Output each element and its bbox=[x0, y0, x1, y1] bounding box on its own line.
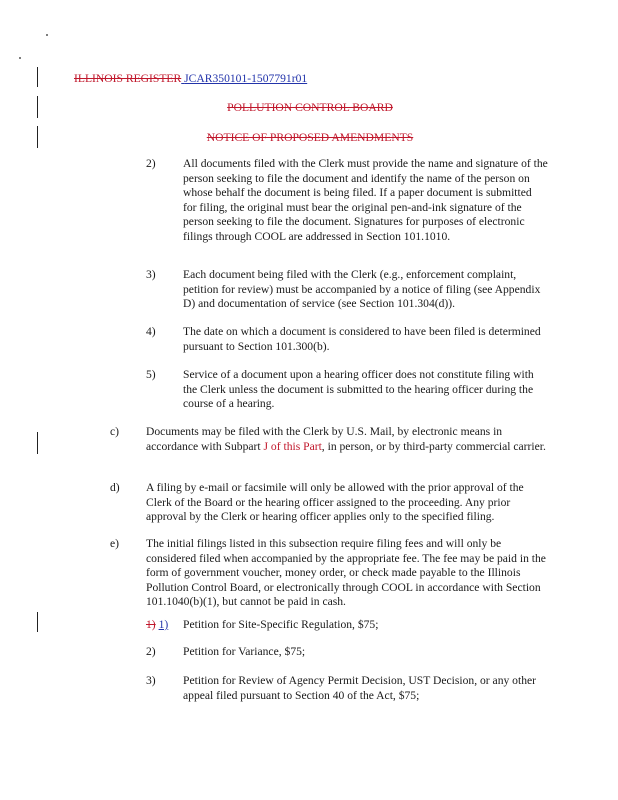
item-text: Service of a document upon a hearing officer does not constitute filing with the Clerk unless the document is submitted to the hearing officer during the course of a hearing. bbox=[183, 368, 534, 410]
item-text: Each document being filed with the Clerk (e.g., enforcement complaint, petition for review) must be accompanied by a notice of filing (see Appendix D) and documentation of service (see Section 101.304(d)). bbox=[183, 268, 541, 310]
fee-number: 2) bbox=[146, 645, 156, 658]
section-c-text: Documents may be filed with the Clerk by U.S. Mail, by electronic means in accordance with Subpart J of this Part, in person, or by third-party commercial carrier. bbox=[146, 425, 546, 453]
register-struck: ILLINOIS REGISTER bbox=[74, 72, 182, 85]
item-number: 3) bbox=[146, 268, 156, 281]
item-number: 5) bbox=[146, 368, 156, 381]
item-text: All documents filed with the Clerk must provide the name and signature of the person seeking to file the document and identify the name of the person on whose behalf the document is being filed. If a paper document is submitted for filing, the original must bear the original pen-and-ink signature of the person seeking to file the document. Signatures for purposes of electronic filings through COOL are addressed in Section 101.1010. bbox=[183, 157, 548, 243]
section-label: d) bbox=[110, 481, 120, 494]
notice-heading: NOTICE OF PROPOSED AMENDMENTS bbox=[206, 131, 414, 144]
scan-speck bbox=[46, 34, 48, 36]
section-label: e) bbox=[110, 537, 120, 550]
change-bar bbox=[37, 126, 38, 148]
item-number: 2) bbox=[146, 157, 156, 170]
fee-text: Petition for Variance, $75; bbox=[183, 645, 306, 658]
board-heading: POLLUTION CONTROL BOARD bbox=[227, 101, 393, 114]
inserted-text: J of this Part bbox=[263, 439, 322, 453]
fee-text: Petition for Review of Agency Permit Decision, UST Decision, or any other appeal filed pursuant to Section 40 of the Act, $75; bbox=[183, 674, 537, 702]
section-d-text: A filing by e-mail or facsimile will only be allowed with the prior approval of the Clerk of the Board or the hearing officer assigned to the proceeding. Any prior approval by the Clerk or hearing officer applies only to the specified filing. bbox=[146, 481, 524, 523]
item-number: 4) bbox=[146, 325, 156, 338]
section-e-text: The initial filings listed in this subsection require filing fees and will only be considered filed when accompanied by the appropriate fee. The fee may be paid in the form of government voucher, money order, or check made payable to the Illinois Pollution Control Board, or electronically through COOL in accordance with Section 101.1040(b)(1), but cannot be paid in cash. bbox=[146, 537, 546, 608]
fee-number: 3) bbox=[146, 674, 156, 687]
scan-speck bbox=[19, 57, 21, 59]
fee-number: 1) 1) bbox=[146, 618, 169, 631]
register-id: JCAR350101-1507791r01 bbox=[184, 72, 308, 85]
fee-text: Petition for Site-Specific Regulation, $75; bbox=[183, 618, 379, 631]
change-bar bbox=[37, 96, 38, 118]
section-label: c) bbox=[110, 425, 120, 438]
item-text: The date on which a document is considered to have been filed is determined pursuant to Section 101.300(b). bbox=[183, 325, 541, 353]
change-bar bbox=[37, 67, 38, 87]
register-heading bbox=[74, 72, 474, 87]
change-bar bbox=[37, 432, 38, 454]
change-bar bbox=[37, 612, 38, 632]
